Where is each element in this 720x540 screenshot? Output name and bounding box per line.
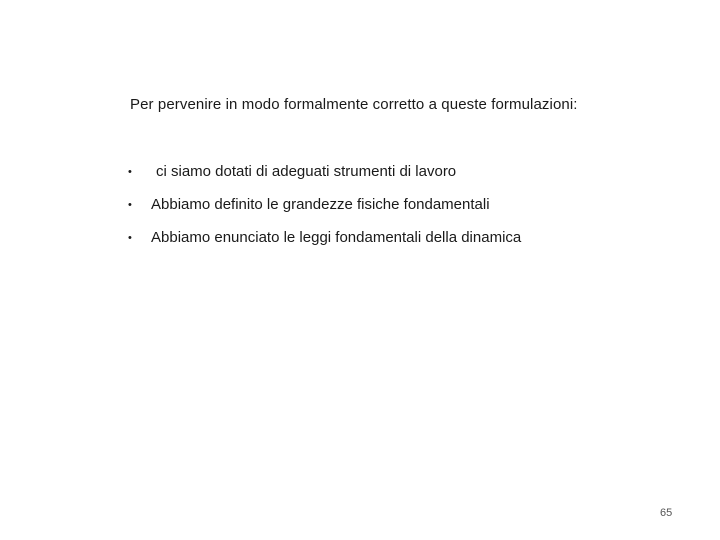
bullet-list [126,162,521,261]
bullet-text: Abbiamo definito le grandezze fisiche fondamentali [151,196,490,213]
bullet-text: ci siamo dotati di adeguati strumenti di lavoro [156,163,457,180]
bullet-text: Abbiamo enunciato le leggi fondamentali della dinamica [151,229,522,246]
bullet-icon: • [128,166,132,178]
bullet-icon: • [128,199,132,211]
intro-text: Per pervenire in modo formalmente corretto a queste formulazioni: [130,96,578,113]
bullet-icon: • [128,232,132,244]
page-number: 65 [660,507,673,519]
list-item [126,195,521,228]
list-item [126,228,521,261]
list-item [126,162,521,195]
